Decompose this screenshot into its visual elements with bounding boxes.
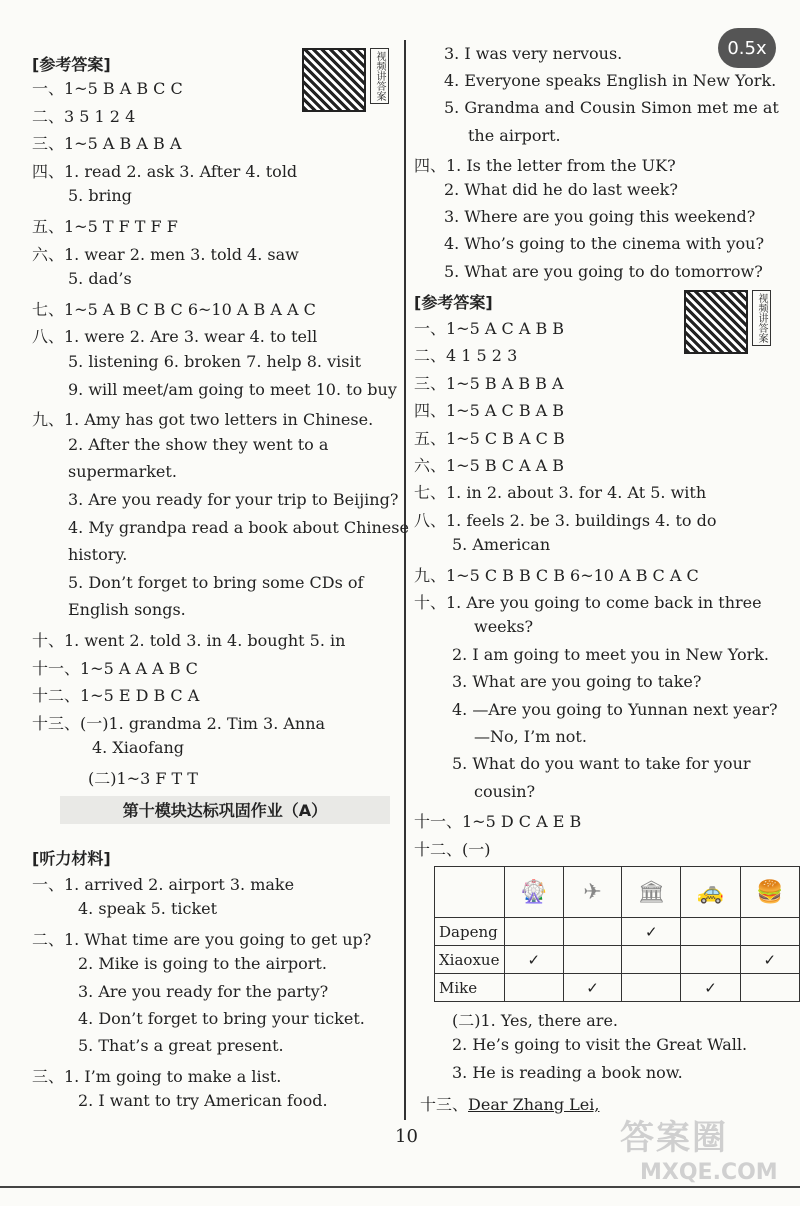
- building-icon: 🏛: [622, 867, 681, 918]
- page-number: 10: [395, 1126, 418, 1147]
- table-row: [435, 918, 800, 946]
- answer-line: 2. What did he do last week?: [444, 180, 678, 199]
- answer-line: 十、1. Are you going to come back in three: [414, 593, 762, 612]
- watermark-logo: 答案圈: [620, 1118, 728, 1158]
- answer-line: 一、1. arrived 2. airport 3. make: [32, 875, 295, 894]
- table-corner: [435, 867, 505, 918]
- answer-line: 八、1. feels 2. be 3. buildings 4. to do: [414, 510, 717, 530]
- check-cell: [622, 946, 681, 974]
- answer-line: 3. Where are you going this weekend?: [444, 207, 756, 227]
- table-row: [435, 974, 800, 1002]
- answer-line: 五、1~5 T F T F F: [32, 217, 178, 236]
- answer-line: 5. bring: [68, 186, 132, 206]
- answer-line: 十一、1~5 D C A E B: [414, 812, 582, 832]
- answer-line: 2. After the show they went to a: [68, 434, 329, 454]
- answer-line: 六、1. wear 2. men 3. told 4. saw: [32, 244, 299, 264]
- answer-line: 十二、(一): [414, 839, 491, 859]
- bottom-rule: [0, 1186, 800, 1188]
- answer-line: history.: [68, 545, 128, 565]
- answer-line: 二、4 1 5 2 3: [414, 346, 518, 366]
- answer-line: weeks?: [474, 617, 534, 637]
- column-divider: [404, 40, 406, 1120]
- table-row: [435, 946, 800, 974]
- qr-code-left[interactable]: [302, 48, 366, 112]
- answer-line: cousin?: [474, 781, 536, 801]
- answer-line: the airport.: [468, 125, 561, 145]
- answer-line: 3. He is reading a book now.: [452, 1062, 683, 1082]
- answer-line: 三、1. I’m going to make a list.: [32, 1066, 282, 1086]
- answer-line: 9. will meet/am going to meet 10. to buy: [68, 379, 397, 399]
- answer-line: 十一、1~5 A A A B C: [32, 658, 198, 678]
- answer-line: 九、1. Amy has got two letters in Chinese.: [32, 410, 374, 430]
- answer-line: 5. American: [452, 535, 551, 555]
- answer-line: (二)1~3 F T T: [88, 769, 198, 788]
- answer-line: 5. What do you want to take for your: [452, 754, 751, 774]
- answer-line: —No, I’m not.: [474, 727, 587, 746]
- answer-line: 4. Don’t forget to bring your ticket.: [78, 1009, 365, 1028]
- check-cell: [563, 918, 621, 946]
- ferris-wheel-icon: 🎡: [504, 867, 563, 918]
- check-cell: ✓: [622, 918, 681, 946]
- answer-line: 四、1~5 A C B A B: [414, 401, 565, 421]
- answer-line: 一、1~5 B A B C C: [32, 79, 183, 98]
- answer-line: 2. He’s going to visit the Great Wall.: [452, 1035, 748, 1055]
- food-icon: 🍔: [740, 867, 799, 918]
- row-name: Dapeng: [435, 918, 505, 946]
- answer-line: 5. Don’t forget to bring some CDs of: [68, 572, 364, 592]
- answer-line: 5. Grandma and Cousin Simon met me at: [444, 98, 779, 118]
- answer-line: 七、1. in 2. about 3. for 4. At 5. with: [414, 483, 707, 503]
- answer-line: 3. I was very nervous.: [444, 44, 623, 63]
- answer-line: 九、1~5 C B B C B 6~10 A B C A C: [414, 565, 699, 585]
- answer-line: 一、1~5 A C A B B: [414, 319, 565, 338]
- letter-greeting: Dear Zhang Lei,: [468, 1095, 600, 1114]
- answer-line: English songs.: [68, 600, 186, 620]
- check-cell: ✓: [740, 946, 799, 974]
- answer-line: 4. speak 5. ticket: [78, 899, 218, 919]
- answer-line: 4. Xiaofang: [92, 738, 185, 758]
- answer-line: 2. Mike is going to the airport.: [78, 954, 327, 974]
- answer-line: 3. Are you ready for the party?: [78, 981, 329, 1001]
- check-cell: [504, 974, 563, 1002]
- check-cell: [563, 946, 621, 974]
- taxi-icon: 🚕: [681, 867, 740, 918]
- watermark-url: MXQE.COM: [640, 1160, 778, 1185]
- answer-line: 八、1. were 2. Are 3. wear 4. to tell: [32, 327, 318, 347]
- answer-line: 五、1~5 C B A C B: [414, 428, 565, 448]
- qr-label-right: 视频讲答案: [752, 290, 771, 346]
- answer-line: 七、1~5 A B C B C 6~10 A B A A C: [32, 299, 316, 319]
- answer-line: 二、3 5 1 2 4: [32, 106, 136, 126]
- check-cell: [681, 918, 740, 946]
- check-cell: [504, 918, 563, 946]
- check-cell: [740, 918, 799, 946]
- answer-line: supermarket.: [68, 462, 177, 482]
- answer-line: 六、1~5 B C A A B: [414, 456, 565, 475]
- answer-line: 4. —Are you going to Yunnan next year?: [452, 699, 778, 719]
- answer-line: 5. What are you going to do tomorrow?: [444, 261, 763, 281]
- plane-icon: ✈: [563, 867, 621, 918]
- right-answer-header: [参考答案]: [414, 293, 493, 312]
- answer-line: 十三、(一)1. grandma 2. Tim 3. Anna: [32, 713, 326, 733]
- check-cell: [740, 974, 799, 1002]
- answer-line: 4. My grandpa read a book about Chinese: [68, 517, 409, 537]
- module-title: 第十模块达标巩固作业（A）: [122, 801, 328, 820]
- dear-line: [420, 1092, 599, 1115]
- answer-line: 5. dad’s: [68, 269, 132, 289]
- answer-line: 2. I want to try American food.: [78, 1091, 328, 1111]
- qr-label-left: 视频讲答案: [370, 48, 389, 104]
- row-name: Mike: [435, 974, 505, 1002]
- left-listening-header: [听力材料]: [32, 849, 111, 868]
- answer-line: 三、1~5 A B A B A: [32, 134, 182, 154]
- answer-line: 二、1. What time are you going to get up?: [32, 929, 372, 949]
- answer-line: 三、1~5 B A B B A: [414, 373, 564, 393]
- row-name: Xiaoxue: [435, 946, 505, 974]
- check-cell: ✓: [504, 946, 563, 974]
- answer-line: 四、1. Is the letter from the UK?: [414, 155, 676, 175]
- answer-line: 5. listening 6. broken 7. help 8. visit: [68, 352, 362, 371]
- section-label: 十三、: [420, 1095, 469, 1114]
- answer-line: 3. Are you ready for your trip to Beijing?: [68, 490, 399, 509]
- answer-line: 2. I am going to meet you in New York.: [452, 644, 770, 664]
- left-answer-header: [参考答案]: [32, 55, 111, 74]
- check-cell: [622, 974, 681, 1002]
- check-cell: ✓: [681, 974, 740, 1002]
- answer-line: 4. Everyone speaks English in New York.: [444, 71, 777, 91]
- answer-line: 十二、1~5 E D B C A: [32, 686, 200, 706]
- answer-line: (二)1. Yes, there are.: [452, 1011, 619, 1030]
- answer-line: 3. What are you going to take?: [452, 672, 702, 692]
- answer-line: 四、1. read 2. ask 3. After 4. told: [32, 161, 298, 181]
- check-cell: ✓: [563, 974, 621, 1002]
- answer-line: 5. That’s a great present.: [78, 1036, 284, 1056]
- playback-speed-badge[interactable]: 0.5x: [718, 28, 776, 68]
- answer-table: [434, 866, 800, 1002]
- check-cell: [681, 946, 740, 974]
- answer-line: 4. Who’s going to the cinema with you?: [444, 234, 765, 254]
- answer-line: 十、1. went 2. told 3. in 4. bought 5. in: [32, 631, 346, 650]
- qr-code-right[interactable]: [684, 290, 748, 354]
